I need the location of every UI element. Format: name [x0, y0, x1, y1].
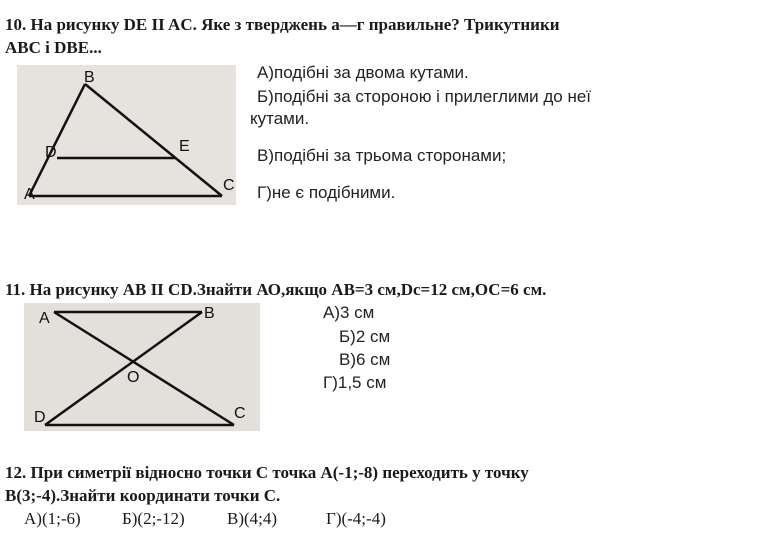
q10-label-a: A	[24, 186, 35, 203]
q12-option-d: Г)(-4;-4)	[326, 509, 386, 528]
q11-option-a: А)3 см	[323, 303, 375, 322]
q11-label-a: A	[39, 310, 50, 327]
q10-text-line2: ABC і DBE...	[5, 38, 102, 57]
q10-label-e: E	[179, 138, 190, 155]
q10-text-line1: 10. На рисунку DE II AC. Яке з тверджень а—г правильне? Трикутники	[5, 15, 560, 34]
q12-option-c: В)(4;4)	[227, 509, 278, 528]
q11-option-c: В)6 см	[339, 350, 391, 369]
q10-option-d: Г)не є подібними.	[257, 183, 396, 202]
q11-label-c: C	[234, 405, 246, 422]
q12-option-a: А)(1;-6)	[24, 509, 81, 528]
q10-option-a: А)подібні за двома кутами.	[257, 63, 469, 82]
q10-option-b-cont: кутами.	[250, 109, 310, 128]
q11-text-line1: 11. На рисунку АВ II CD.Знайти АО,якщо АВ=3 см,Dс=12 см,ОС=6 см.	[5, 280, 547, 299]
q12-text-line2: В(3;-4).Знайти координати точки С.	[5, 486, 281, 505]
q12-text-line1: 12. При симетрії відносно точки С точка А(-1;-8) переходить у точку	[5, 463, 529, 482]
q10-option-b: Б)подібні за стороною і прилеглими до неї	[257, 87, 592, 106]
q10-option-c: В)подібні за трьома сторонами;	[257, 146, 507, 165]
q12-option-b: Б)(2;-12)	[122, 509, 185, 528]
q11-label-o: O	[127, 369, 140, 386]
q11-option-b: Б)2 см	[339, 327, 391, 346]
q10-label-b: B	[84, 69, 95, 86]
q11-crossed-figure	[24, 303, 260, 431]
q10-label-d: D	[45, 144, 57, 161]
q11-option-d: Г)1,5 см	[323, 373, 387, 392]
q10-triangle-figure	[17, 65, 236, 205]
q10-label-c: C	[223, 177, 235, 194]
q11-label-b: B	[204, 305, 215, 322]
q11-label-d: D	[34, 409, 46, 426]
